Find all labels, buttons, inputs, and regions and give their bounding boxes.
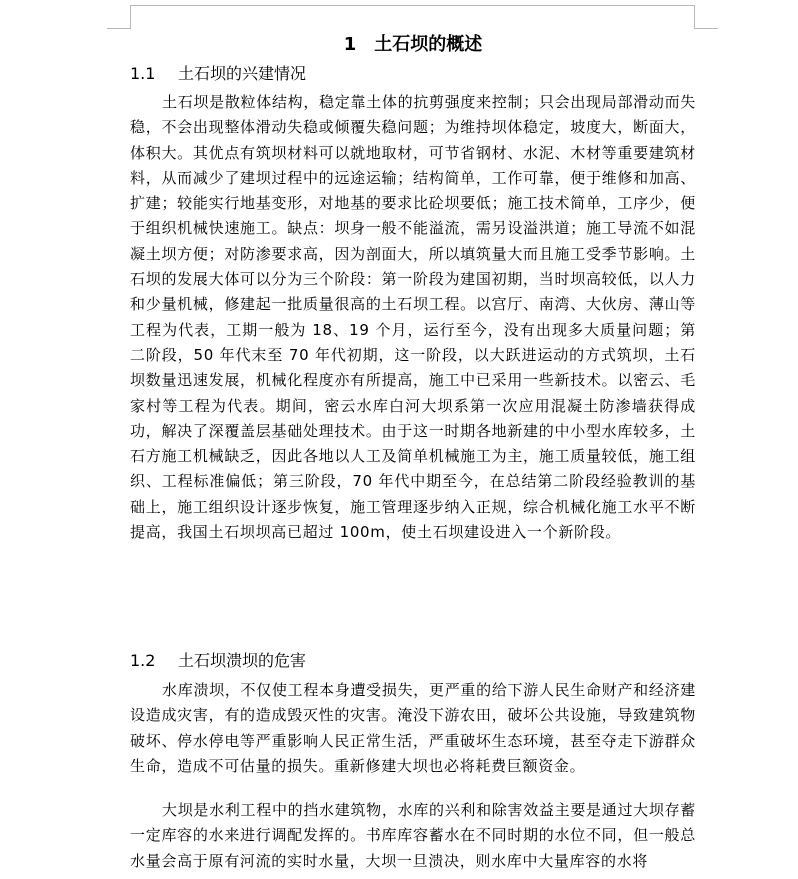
paragraph: 水库溃坝，不仅使工程本身遭受损失，更严重的给下游人民生命财产和经济建设造成灾害，有的造成毁灭性的灾害。淹没下游农田，破坏公共设施，导致建筑物破坏、停水停电等严重影响人民正常生活，严重破坏生态环境，甚至夺走下游群众生命，造成不可估量的损失。重新修建大坝也必将耗费巨额资金。	[130, 681, 696, 775]
crop-mark-top-left-horizontal	[107, 28, 131, 29]
section-title-text: 土石坝溃坝的危害	[178, 651, 307, 670]
section-heading-1-1	[130, 62, 306, 86]
section-number: 1.1	[130, 64, 156, 83]
section-number: 1.2	[130, 651, 156, 670]
crop-mark-top-right-vertical	[694, 5, 695, 29]
section-heading-1-2	[130, 649, 306, 673]
paragraph: 土石坝是散粒体结构，稳定靠土体的抗剪强度来控制；只会出现局部滑动而失稳，不会出现整体滑动失稳或倾覆失稳问题；为维持坝体稳定，坡度大，断面大，体积大。其优点有筑坝材料可以就地取材，可节省钢材、水泥、木材等重要建筑材料，从而减少了建坝过程中的远途运输；结构简单，工作可靠，便于维修和加高、扩建；较能实行地基变形，对地基的要求比砼坝要低；施工技术简单，工序少，便于组织机械快速施工。缺点：坝身一般不能溢流，需另设溢洪道；施工导流不如混凝土坝方便；对防渗要求高，因为剖面大，所以填筑量大而且施工受季节影响。土石坝的发展大体可以分为三个阶段：第一阶段为建国初期，当时坝高较低，以人力和少量机械，修建起一批质量很高的土石坝工程。以宫厅、南湾、大伙房、薄山等工程为代表，工期一般为 18、19 个月，运行至今，没有出现多大质量问题；第二阶段，50 年代末至 70 年代初期，这一阶段，以大跃进运动的方式筑坝，土石坝数量迅速发展，机械化程度亦有所提高，施工中已采用一些新技术。以密云、毛家村等工程为代表。期间，密云水库白河大坝系第一次应用混凝土防渗墙获得成功，解决了深覆盖层基础处理技术。由于这一时期各地新建的中小型水库较多，土石方施工机械缺乏，因此各地以人工及简单机械施工为主，施工质量较低，施工组织、工程标准偏低；第三阶段，70 年代中期至今，在总结第二阶段经验教训的基础上，施工组织设计逐步恢复，施工管理逐步纳入正规，综合机械化施工水平不断提高，我国土石坝坝高已超过 100m，使土石坝建设进入一个新阶段。	[130, 93, 696, 542]
paragraph: 大坝是水利工程中的挡水建筑物，水库的兴利和除害效益主要是通过大坝存蓄一定库容的水来进行调配发挥的。书库库容蓄水在不同时期的水位不同，但一般总水量会高于原有河流的实时水量，大坝一旦溃决，则水库中大量库容的水将	[130, 801, 696, 870]
crop-mark-top-left-vertical	[130, 5, 131, 29]
crop-mark-top-right-horizontal	[694, 28, 718, 29]
section-title-text: 土石坝的兴建情况	[178, 64, 307, 83]
page-top-edge	[130, 5, 695, 6]
chapter-title: 1 土石坝的概述	[343, 34, 483, 55]
